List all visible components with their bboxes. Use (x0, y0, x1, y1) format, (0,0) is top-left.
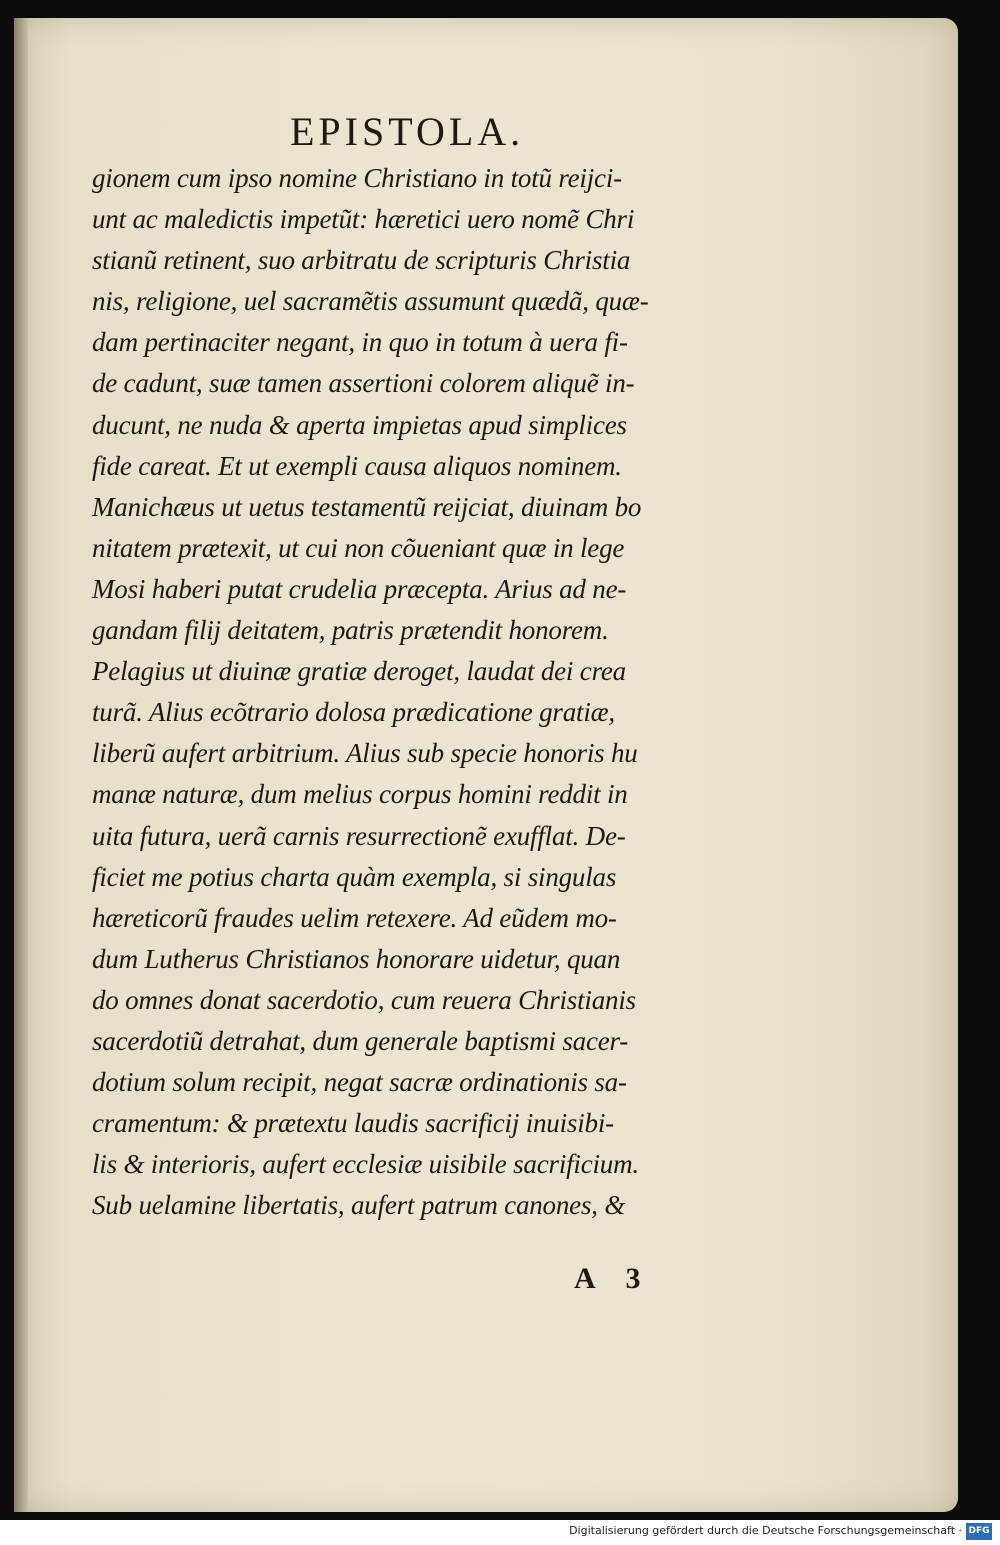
text-line: cramentum: & prætextu laudis sacrificij inuisibi- (92, 1108, 614, 1139)
text-line: sacerdotiũ detrahat, dum generale baptismi sacer- (92, 1025, 629, 1056)
page-gutter (14, 18, 28, 1512)
text-line: fide careat. Et ut exempli causa aliquos nominem. (92, 450, 622, 481)
text-line: hæreticorũ fraudes uelim retexere. Ad eũdem mo- (92, 902, 617, 933)
text-line: uita futura, uerã carnis resurrectionẽ exufflat. De- (92, 820, 626, 851)
running-header: EPISTOLA. (290, 109, 525, 154)
text-line: nis, religione, uel sacramẽtis assumunt quædã, quæ- (92, 286, 649, 317)
text-line: ducunt, ne nuda & aperta impietas apud simplices (92, 409, 627, 440)
text-line: Mosi haberi putat crudelia præcepta. Arius ad ne- (92, 573, 627, 604)
signature-mark: A 3 (574, 1262, 653, 1295)
text-line: manæ naturæ, dum melius corpus homini reddit in (92, 779, 628, 810)
text-line: turã. Alius ecõtrario dolosa prædicatione gratiæ, (92, 697, 615, 728)
text-line: dum Lutherus Christianos honorare uidetur, quan (92, 943, 621, 974)
text-line: Sub uelamine libertatis, aufert patrum canones, & (92, 1190, 626, 1221)
text-line: Pelagius ut diuinæ gratiæ deroget, laudat dei crea (92, 656, 626, 687)
text-line: liberũ aufert arbitrium. Alius sub specie honoris hu (92, 738, 638, 769)
text-line: unt ac maledictis impetũt: hæretici uero nomẽ Chri (92, 204, 635, 235)
text-line: do omnes donat sacerdotio, cum reuera Christianis (92, 984, 636, 1015)
body-text (92, 158, 732, 1226)
text-line: nitatem prætexit, ut cui non cõueniant quæ in lege (92, 532, 625, 563)
text-line: lis & interioris, aufert ecclesiæ uisibile sacrificium. (92, 1149, 639, 1180)
text-line: stianũ retinent, suo arbitratu de scripturis Christia (92, 245, 631, 276)
text-line: gandam filij deitatem, patris prætendit honorem. (92, 615, 609, 646)
text-line: ficiet me potius charta quàm exempla, si singulas (92, 861, 617, 892)
text-line: de cadunt, suæ tamen assertioni colorem aliquẽ in- (92, 368, 635, 399)
text-line: Manichæus ut uetus testamentũ reijciat, diuinam bo (92, 491, 642, 522)
funding-credit: Digitalisierung gefördert durch die Deutsche Forschungsgemeinschaft · (569, 1524, 962, 1537)
footer-bar (0, 1520, 1000, 1545)
text-line: dam pertinaciter negant, in quo in totum à uera fi- (92, 327, 628, 358)
text-line: dotium solum recipit, negat sacræ ordinationis sa- (92, 1067, 627, 1098)
text-line: gionem cum ipso nomine Christiano in totũ reijci- (92, 163, 622, 193)
dfg-logo: DFG (966, 1523, 992, 1540)
